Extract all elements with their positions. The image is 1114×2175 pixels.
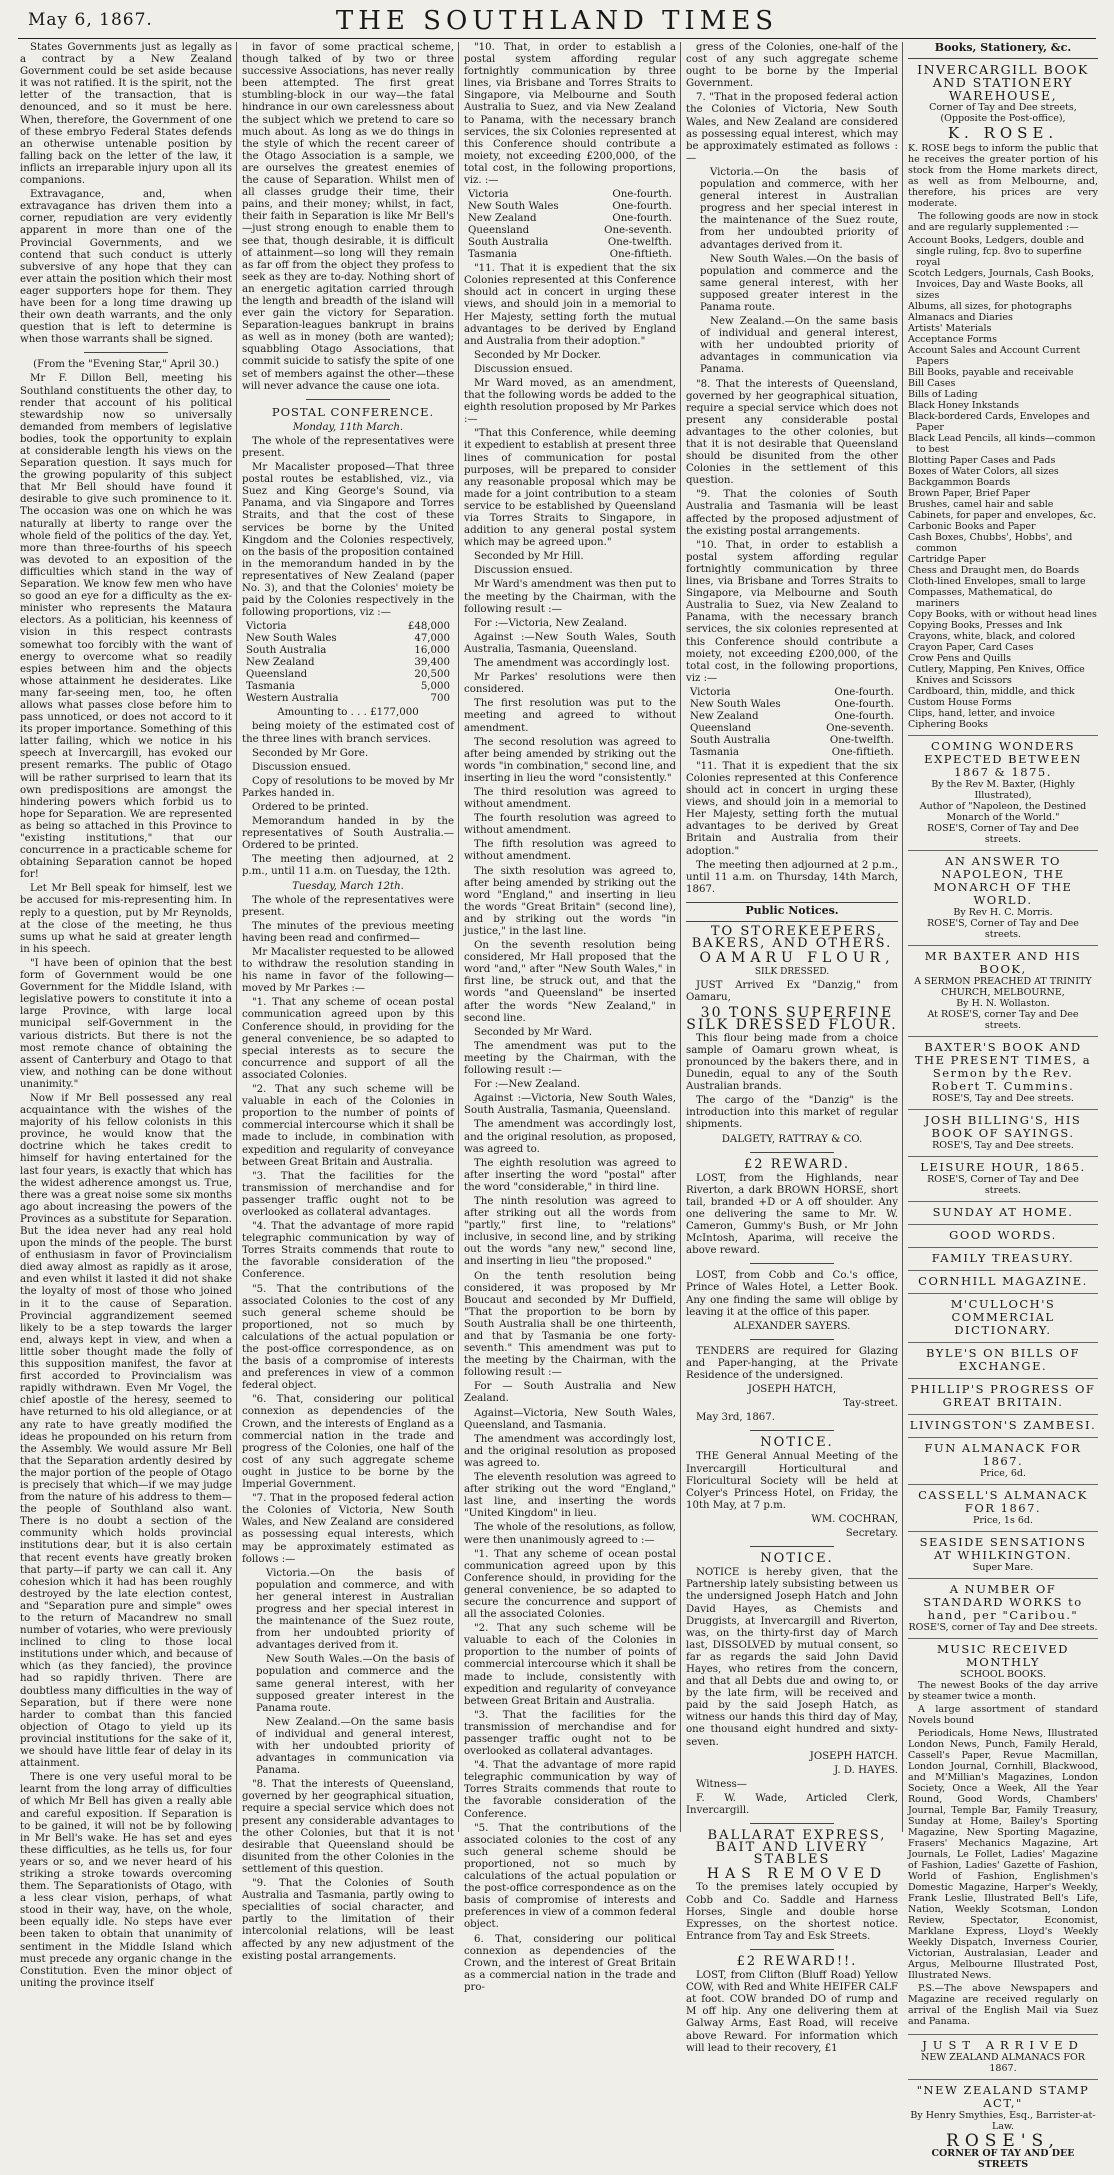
column-divider: [458, 42, 459, 1832]
proportion-table: [686, 687, 898, 759]
paragraph: Seconded by Mr Docker.: [474, 349, 601, 361]
paragraph: Mr F. Dillon Bell, meeting his Southland constituents the other day, to render that account of his political stewardship now so universally demanded from members of legislative bodies, took the opportunity to explain at considerable length his views on the Separation question. It says much for the growing popularity of this subject that Mr Bell should have found it desirable to give such prominence to it. The occasion was one on which he was naturally at liberty to range over the whole field of the politics of the day. Yet, more than three-fourths of his speech was devoted to an exposition of the difficulties which stand in the way of Separation. We know few men who have so good an eye for a difficulty as the ex-minister who represents the Mataura electors. As a politician, his keenness of vision in this respect contrasts somewhat too forcibly with the want of energy to overcome what so readily espies between him and the objects whose attainment he desiderates. Like many far-seeing men, too, he often allows what passes close before him to pass unnoticed, or does not accord to it its proper importance. Something of this latter failing, which we notice in his speech at Invercargill, has evoked our present remarks. The public of Otago will be rather surprised to learn that its own predispositions are amongst the hindering powers which forbid us to hope for Separation. We are represented as being so attached in this Province to "existing institutions," that our concurrence in a practicable scheme for obtaining Separation cannot be hoped for!: [20, 373, 232, 881]
ad-mcculloch: [908, 1294, 1098, 1343]
paragraph: The first resolution was put to the meeting and agreed to without amendment.: [464, 698, 676, 734]
list-item: Compasses, Mathematical, do mariners: [908, 587, 1053, 610]
ad-signature: JOSEPH HATCH,: [747, 1384, 837, 1396]
paragraph: Let Mr Bell speak for himself, lest we be accused for mis-representing him. In reply to a question, put by Mr Reynolds, at the close of the meeting, he thus sums up what he said at greater length in his speech.: [20, 883, 232, 955]
list-item: Cash Boxes, Chubbs', Hobbs', and common: [908, 532, 1073, 555]
paragraph: Discussion ensued.: [474, 363, 573, 375]
list-item: Almanacs and Diaries: [908, 312, 1013, 324]
paragraph: Seconded by Mr Hill.: [474, 551, 584, 563]
list-item: Chess and Draught men, do Boards: [908, 565, 1080, 577]
ad-heading: CASSELL'S ALMANACK FOR 1867.: [918, 1488, 1088, 1516]
ad-subheading: By the Rev M. Baxter, (Highly Illustrated),: [931, 779, 1075, 802]
total-line: Amounting to . . . £177,000: [277, 707, 419, 719]
section-bar: [908, 42, 1098, 59]
masthead-rule: [18, 38, 1096, 39]
ad-signature: DALGETY, RATTRAY & CO.: [721, 1133, 863, 1145]
paragraph: "5. That the contributions of the associated colonies to the cost of any such general scheme should be proportioned, not so much by calculations of the actual population or the post-office correspondence as on the basis of compromise of interests and preferences in view of a common federal object.: [464, 1822, 676, 1931]
ad-heading: FAMILY TREASURY.: [931, 1251, 1075, 1266]
list-item: Artists' Materials: [908, 323, 992, 335]
ad-byles: [908, 1343, 1098, 1379]
ad-josh-billings: [908, 1110, 1098, 1157]
date-subhead: Monday, 11th March.: [292, 421, 404, 433]
ad-address: ROSE'S, Corner of Tay and Dee streets.: [927, 1174, 1079, 1197]
ad-text: The cargo of the "Danzig" is the introduction into this market of regular shipments.: [686, 1095, 898, 1131]
paragraph: Mr Parkes' resolutions were then considered.: [464, 672, 676, 696]
paragraph: Memorandum handed in by the representatives of South Australia.—Ordered to be printed.: [242, 816, 454, 852]
ad-subheading: By Henry Smythies, Esq., Barrister-at-Law.: [910, 2110, 1096, 2133]
paragraph: "2. That any such scheme will be valuable in each of the Colonies in proportion to the number of points of commercial intercourse which it shall be made to include, in combination with expedition and regularity of conveyance between Great Britain and Australia.: [242, 1084, 454, 1168]
paragraph: Against—Victoria, New South Wales, Queensland, and Tasmania.: [464, 1407, 676, 1431]
ad-just-arrived: [908, 2035, 1098, 2080]
ad-text: Periodicals, Home News, Illustrated London News, Punch, Family Herald, Cassell's Paper, Revue Macmillan, London Journal, Cornhill, Blackwood, and M'Millian's Magazines, London Society, Once a Week, All the Year Round, Good Words, Chambers' Journal, Temple Bar, Family Treasury, Sunday at Home, Bailey's Sporting Magazine, New Sporting Magazine, Frasers' Mechanics Magazine, Art Journals, Le Follet, Ladies' Magazine of Fashion, Ladies' Gazette of Fashion, World of Fashion, Englishmen's Domestic Magazine, Harper's Weekly, Frank Leslie, Illustrated Bell's Life, Nation, Weekly Scotsman, London Review, Spectator, Economist, Marklane Express, Lloyd's Weekly Weekly Dispatch, Inverness Courier, Victorian, Australasian, Leader and Argus, Melbourne Illustrated Post, Illustrated News.: [908, 1728, 1098, 1982]
paragraph: "10. That, in order to establish a postal system affording regular fortnightly communication by three lines, via Brisbane and Torres Straits to Singapore, via Melbourne and South Australia to Suez, via New Zealand to Panama, with the necessary branch services, the six colonies represented at this Conference should contribute a moiety, not exceeding £200,000, of the total cost, in the following proportions, viz :—: [686, 539, 898, 684]
ad-witness: F. W. Wade, Articled Clerk, Invercargill.: [686, 1792, 898, 1816]
paragraph: States Governments just as legally as a contract by a New Zealand Government could be set aside because it was not ratified. It is the spirit, not the letter of the transaction, that is denounced, and so it must be here. When, therefore, the Government of one of these embryo Federal States defends an otherwise untenable position by falling back on the letter of the law, it inflicts an irreparable injury upon all its companions.: [20, 42, 232, 187]
paragraph: Ordered to be printed.: [252, 801, 369, 813]
paragraph: On the tenth resolution being considered, it was proposed by Mr Boucaut and seconded by Mr Duffield, "That the proportion to be born by South Australia shall be one thirteenth, and that by Tasmania be one forty-seventh." This amendment was put to the meeting by the Chairman, with the following result :—: [464, 1270, 676, 1379]
divider: [750, 1949, 835, 1950]
contribution-table: [242, 621, 454, 705]
ad-text: The newest Books of the day arrive by steamer twice a month.: [908, 1680, 1098, 1703]
list-item: Backgammon Boards: [908, 477, 1011, 489]
ad-heading: LIVINGSTON'S ZAMBESI.: [909, 1418, 1097, 1433]
ad-address: CORNER OF TAY AND DEE STREETS: [931, 2148, 1075, 2171]
table-row: Tasmania 5,000: [246, 681, 450, 693]
paragraph: Copy of resolutions to be moved by Mr Parkes handed in.: [242, 775, 454, 799]
newspaper-title: THE SOUTHLAND TIMES: [335, 6, 779, 36]
ad-text: K. ROSE begs to inform the public that he receives the greater portion of his stock from the Home markets direct, as well as from Melbourne, and, therefore, his prices are very moderate.: [908, 143, 1098, 210]
paragraph: The amendment was accordingly lost, and the original resolution, as proposed, was agreed to.: [464, 1119, 676, 1155]
paragraph: The sixth resolution was agreed to, after being amended by striking out the word "England," and inserting in lieu the words "Great Britain" (second line), and by striking out the words "in justice," in the last line.: [464, 865, 676, 937]
ad-heading: LEISURE HOUR, 1865.: [920, 1160, 1086, 1175]
paragraph: "8. That the interests of Queensland, governed by her geographical situation, require a special service which does not present any considerable advantages to the other Colonies, but that it is not desirable that Queensland should be disunited from the other Colonies in the settlement of this question.: [242, 1779, 454, 1875]
ad-heading: HAS REMOVED: [706, 1866, 888, 1883]
ad-heading: GOOD WORDS.: [949, 1228, 1057, 1243]
paragraph: in favor of some practical scheme, though talked of by two or three successive Associations, has never really been attempted. The first great stumbling-block in our way—the fatal hindrance in our own carelessness about the subject which we pretend to care so much about. As long as we do things in the style of which the recent career of the Otago Association is a sample, we are ourselves the greatest enemies of the cause of Separation. Whilst men of all classes grudge their time, their pains, and their money; whilst, in fact, their faith in Separation is like Mr Bell's—just strong enough to enable them to see that, though desirable, it is difficult of attainment—so long will they remain as far off from the object they profess to seek as they are to-day. Nothing short of an energetic agitation carried through the length and breadth of the island will ever gain the victory for Separation. Separation-leagues bankrupt in brains as well as in money (both are wanted); squabbling Otago Associations, that commit suicide to satisfy the spite of one set of members against the other—these will never advance the cause one iota.: [242, 42, 454, 392]
ad-cornhill: [908, 1271, 1098, 1294]
ad-text: NOTICE is hereby given, that the Partnership lately subsisting between us the undersigned Joseph Hatch and John David Hayes, as Chemists and Druggists, at Invercargill and Riverton, was, on the thirty-first day of March last, DISSOLVED by mutual consent, so far as regards the said John David Hayes, who retires from the concern, and that all Debts due and owing to, or by the late firm, will be received and paid by the said Joseph Hatch, as witness our hands this third day of May, one thousand eight hundred and sixty-seven.: [686, 1567, 898, 1748]
ad-subheading: A SERMON PREACHED AT TRINITY CHURCH, MELBOURNE,: [914, 976, 1092, 999]
ad-heading: NOTICE.: [760, 1551, 834, 1567]
paragraph: For — South Australia and New Zealand.: [464, 1381, 676, 1405]
paragraph: New Zealand.—On the same basis of individual and general interest, with her undoubted priority of advantages in communication via Panama.: [700, 316, 898, 376]
ad-address: At ROSE'S, corner Tay and Dee streets.: [927, 1009, 1079, 1032]
divider: [750, 1430, 835, 1431]
list-item: Scotch Ledgers, Journals, Cash Books, Invoices, Day and Waste Books, all sizes: [908, 268, 1094, 302]
divider: [750, 1823, 835, 1824]
ad-music: [908, 1639, 1098, 2035]
list-item: Ciphering Books: [908, 719, 988, 731]
paragraph: Against :—New South Wales, South Australia, Tasmania, Queensland.: [464, 631, 676, 655]
list-item: Black Honey Inkstands: [908, 400, 1019, 412]
paragraph: New Zealand.—On the same basis of individual and general interest, with her undoubted priority of advantages in communication via Panama.: [256, 1716, 454, 1777]
table-row: South Australia 16,000: [246, 645, 450, 657]
list-item: Bill Cases: [908, 378, 956, 390]
ad-text: This flour being made from a choice sample of Oamaru grown wheat, is pronounced by the bakers there, and in Dunedin, equal to any of the South Australian brands.: [686, 1032, 898, 1093]
ad-text: THE General Annual Meeting of the Invercargill Horticultural and Floricultural Society will be held at Colyer's Princess Hotel, on Friday, the 10th May, at 7 p.m.: [686, 1451, 898, 1511]
table-row: Queensland One-seventh.: [690, 722, 894, 734]
ad-heading: PHILLIP'S PROGRESS OF GREAT BRITAIN.: [910, 1382, 1096, 1410]
ad-date: May 3rd, 1867.: [696, 1412, 776, 1424]
paragraph: Mr Ward moved, as an amendment, that the following words be added to the eighth resolution proposed by Mr Parkes :—: [464, 377, 676, 426]
ad-heading: ROSE'S,: [946, 2131, 1060, 2152]
paragraph: Now if Mr Bell possessed any real acquaintance with the wishes of the majority of his fellow colonists in this province, he would know that the doctrine which he takes credit to himself for having entertained for the last four years, is exactly that which has the widest adherence amongst us. True, there was a great noise some six months ago about increasing the powers of the Provinces as a substitute for Separation. But the idea never had any real hold upon the minds of the people. The burst of enthusiasm in favor of Provincialism died away almost as rapidly as it arose, and even whilst it lasted it did not shake the loyalty of most of those who joined in it to the cause of Separation. Provincial aggrandizement seemed likely to be a step towards the larger end, always kept in view, and when a little sober thought made the folly of this supposition manifest, the favor at first accorded to Provincialism was rapidly withdrawn. Even Mr Vogel, the chief apostle of the heresy, seemed to have returned to his old allegiance, or at any rate to have greatly modified the ideas he propounded on his return from the Assembly. We would assure Mr Bell that the Separation ardently desired by the major portion of the people of Otago is precisely that which—if we may judge from the nature of his address to them—the people of Southland also want. There is no doubt a section of the community which holds provincial institutions dear, but it is also certain that recent events have greatly broken that party—if party we can call it. Any cohesion which it had has been roughly destroyed by the late election contest, and "Separation pure and simple" owes to the return of Macandrew no small number of votaries, who were previously inclined to cling to those local institutions under which, and because of which (as they fancied), the province had so rapidly thriven. There are doubtless many difficulties in the way of Separation, but if there were none harder to combat than this fancied objection of Otago to yield up its provincial institutions for the sake of it, we should have little fear of delay in its attainment.: [20, 1092, 232, 1770]
table-row: Queensland One-seventh.: [468, 225, 672, 237]
stock-list: [908, 235, 1098, 730]
ad-heading: "NEW ZEALAND STAMP ACT,": [916, 2083, 1090, 2111]
divider: [750, 1546, 835, 1547]
column-1-editorial: [20, 42, 232, 1989]
ad-heading: BAXTER'S BOOK AND THE PRESENT TIMES, a Sermon by the Rev. Robert T. Cummins.: [914, 1040, 1092, 1094]
paragraph: Mr Macalister requested to be allowed to withdraw the resolution standing in his name in favor of the following—moved by Mr Parkes :—: [242, 947, 454, 995]
paragraph: New South Wales.—On the basis of population and commerce and the same general interest, with her supposed greater interest in the Panama route.: [700, 253, 898, 313]
paragraph: "7. That in the proposed federal action the Colonies of Victoria, New South Wales, and New Zealand are considered as possessing equal interests, which may be approximately estimated as follows :—: [242, 1493, 454, 1565]
ad-address: (Opposite the Post-office),: [940, 113, 1066, 125]
list-item: Account Books, Ledgers, double and single ruling, fcp. 8vo to superfine royal: [908, 235, 1085, 269]
table-row: Victoria £48,000: [246, 621, 450, 633]
ad-text: LOST, from Clifton (Bluff Road) Yellow COW, with Red and White HEIFER CALF at foot. COW branded DO of rump and M off hip. Any one delivering them at Galway Arms, East Road, will receive above Reward. For information which will lead to their recovery, £1: [686, 1970, 898, 2054]
ad-heading: £2 REWARD.: [744, 1156, 850, 1172]
ad-price: Price, 1s 6d.: [972, 1515, 1034, 1527]
paragraph: The minutes of the previous meeting having been read and confirmed—: [242, 920, 454, 944]
ad-text: To the premises lately occupied by Cobb and Co. Saddle and Harness Horses, Single and double horse Expresses, on the shortest notice. Entrance from Tay and Esk Streets.: [686, 1882, 898, 1942]
ad-price: Super Mare.: [972, 1562, 1034, 1574]
ad-good-words: [908, 1225, 1098, 1248]
divider: [84, 352, 169, 353]
list-item: Cartridge Paper: [908, 554, 986, 566]
list-item: Black Lead Pencils, all kinds—common to best: [908, 433, 1096, 456]
paragraph: gress of the Colonies, one-half of the cost of any such aggregate scheme ought to be borne by the Imperial Government.: [686, 42, 898, 90]
ad-subheading: NEW ZEALAND ALMANACS FOR 1867.: [921, 2052, 1085, 2075]
ad-heading: INVERCARGILL BOOK AND STATIONERY WAREHOUSE,: [917, 62, 1089, 104]
list-item: Clips, hand, letter, and invoice: [908, 708, 1055, 720]
paragraph: The fourth resolution was agreed to without amendment.: [464, 813, 676, 837]
ad-baxter-book: [908, 946, 1098, 1037]
list-item: Brushes, camel hair and sable: [908, 499, 1054, 511]
ad-heading: BALLARAT EXPRESS, BAIT AND LIVERY STABLES: [707, 1828, 887, 1868]
ad-subheading: SILK DRESSED.: [754, 967, 830, 978]
table-row: Victoria One-fourth.: [690, 686, 894, 698]
paragraph: being moiety of the estimated cost of the three lines with branch services.: [242, 721, 454, 745]
ad-heading: COMING WONDERS EXPECTED BETWEEN 1867 & 1875.: [924, 739, 1082, 780]
ad-warehouse: [908, 59, 1098, 736]
ad-baxters-present-times: [908, 1037, 1098, 1110]
paragraph: "11. That it is expedient that the six Colonies represented at this Conference should act in concert in urging these views, and should join in a memorial to Her Majesty, setting forth the mutual advantages to be derived by Great Britain and Australia from their adoption.": [686, 760, 898, 857]
paragraph: "1. That any scheme of ocean postal communication agreed upon by this Conference should, in providing for the general convenience, be so adapted to special interests as to secure the concurrence and support of all the associated Colonies.: [242, 997, 454, 1081]
ad-heading: MR BAXTER AND HIS BOOK,: [924, 949, 1082, 977]
list-item: Cabinets, for paper and envelopes, &c.: [908, 510, 1097, 522]
ad-heading: CORNHILL MAGAZINE.: [918, 1274, 1088, 1289]
ad-subheading: By Rev H. C. Morris.: [953, 907, 1053, 919]
list-item: Boxes of Water Colors, all sizes: [908, 466, 1059, 478]
table-row: South Australia One-twelfth.: [468, 237, 672, 249]
section-title: Public Notices.: [745, 903, 839, 917]
paragraph: "11. That it is expedient that the six Colonies represented at this Conference should act in concert in urging these views, and should join in a memorial to Her Majesty, setting forth the mutual advantages to be derived by England and Australia from their adoption.": [464, 263, 676, 347]
list-item: Crayon Paper, Card Cases: [908, 642, 1034, 654]
column-3-postal-conference: [464, 42, 676, 1993]
list-item: Copy Books, with or without head lines: [908, 609, 1097, 621]
list-item: Custom House Forms: [908, 697, 1012, 709]
ad-heading: NOTICE.: [760, 1435, 834, 1451]
list-item: Cloth-lined Envelopes, small to large: [908, 576, 1086, 588]
paragraph: The meeting then adjourned, at 2 p.m., until 11 a.m. on Tuesday, the 12th.: [242, 854, 454, 878]
list-item: Copying Books, Presses and Ink: [908, 620, 1063, 632]
ad-address: ROSE'S, corner of Tay and Dee streets.: [908, 1622, 1098, 1634]
list-item: Albums, all sizes, for photographs: [908, 301, 1072, 313]
paragraph: For :—New Zealand.: [474, 1079, 581, 1091]
masthead: [0, 0, 1114, 38]
paragraph: Mr Macalister proposed—That three postal routes be established, viz., via Suez and King George's Sound, via Panama, and via Singapore and Torres Straits, and that the cost of these services be borne by the United Kingdom and the Colonies respectively, on the basis of the proposition contained in the memorandum handed in by the representatives of New Zealand (paper No. 3), and that the Colonies' moiety be paid by the Colonies respectively in the following proportions, viz :—: [242, 462, 454, 619]
list-item: Crayons, white, black, and colored: [908, 631, 1076, 643]
ad-text: LOST, from Cobb and Co.'s office, Prince of Wales Hotel, a Letter Book. Any one finding the same will oblige by leaving it at the office of this paper.: [686, 1270, 898, 1318]
source-line: (From the "Evening Star," April 30.): [33, 359, 219, 371]
ad-address: ROSE'S, Tay and Dee streets.: [932, 1093, 1074, 1105]
paragraph: "I have been of opinion that the best form of Government would be one Government for the Middle Island, with legislative powers to constitute it into a large Province, with large local municipal self-Government in the various districts. But there is not the most remote chance of obtaining the assent of Canterbury and Otago to that view, and nothing can be done without unanimity.": [20, 957, 232, 1090]
table-row: New Zealand One-fourth.: [690, 710, 894, 722]
paragraph: "8. That the interests of Queensland, governed by her geographical situation, require a special service which does not present any considerable postal advantages to the other colonies, but that it is not desirable that Queensland should be disunited from the other Colonies in the settlement of this question.: [686, 378, 898, 487]
table-row: Victoria One-fourth.: [468, 189, 672, 201]
column-divider: [680, 42, 681, 1832]
table-row: Western Australia 700: [246, 693, 450, 705]
paragraph: "10. That, in order to establish a postal system affording regular fortnightly communication by three lines, via Brisbane and Torres Straits to Singapore, via Melbourne and South Australia to Suez, and via New Zealand to Panama, with the necessary branch services, the six Colonies represented at this Conference should contribute a moiety, not exceeding £200,000, of the total cost, in the following proportions, viz. :—: [464, 42, 676, 187]
paragraph: "6. That, considering our political connexion as dependencies of the Crown, and the interests of England as a commercial nation in the trade and progress of the Colonies, one half of the cost of any such aggregate scheme ought in justice to be borne by the Imperial Government.: [242, 1394, 454, 1491]
ad-heading: TO STOREKEEPERS, BAKERS, AND OTHERS.: [691, 924, 893, 952]
ad-signature: JOSEPH HATCH.: [809, 1750, 898, 1762]
paragraph: "9. That the Colonies of South Australia and Tasmania, partly owing to specialities of social character, and partly to the limitation of their intercolonial relations, will be least affected by any new adjustment of the existing postal arrangements.: [242, 1878, 454, 1962]
table-row: Queensland 20,500: [246, 669, 450, 681]
ad-heading: MUSIC RECEIVED MONTHLY: [936, 1642, 1070, 1670]
column-divider: [236, 42, 237, 1832]
paragraph: The ninth resolution was agreed to after striking out all the words from "partly," first line, to "relations" inclusive, in second line, and by striking out the words "any new," second line, and inserting in lieu "the proposed.": [464, 1195, 676, 1268]
ad-heading: A NUMBER OF STANDARD WORKS to hand, per "Caribou.": [923, 1582, 1083, 1623]
paragraph: Discussion ensued.: [474, 565, 573, 577]
ad-heading: M'CULLOCH'S COMMERCIAL DICTIONARY.: [950, 1297, 1056, 1338]
paragraph: The eighth resolution was agreed to after inserting the word "postal" after the word "considerable," in third line.: [464, 1157, 676, 1193]
list-item: Crow Pens and Quills: [908, 653, 1012, 665]
paragraph: For :—Victoria, New Zealand.: [474, 617, 628, 629]
ad-subheading: SCHOOL BOOKS.: [960, 1669, 1046, 1681]
article-heading: POSTAL CONFERENCE.: [271, 404, 435, 419]
ad-witness: Witness—: [696, 1778, 747, 1790]
column-2-postal-conference: [242, 42, 454, 1962]
ad-family-treasury: [908, 1248, 1098, 1271]
divider: [750, 1263, 835, 1264]
ad-address: ROSE'S, Corner of Tay and Dee streets.: [927, 918, 1079, 941]
ad-sunday-at-home: [908, 1202, 1098, 1225]
divider: [306, 399, 391, 400]
table-row: Tasmania One-fiftieth.: [690, 746, 894, 758]
paragraph: The amendment was accordingly lost, and the original resolution as proposed was agreed to.: [464, 1433, 676, 1469]
ad-standard-works: [908, 1579, 1098, 1639]
list-item: Blotting Paper Cases and Pads: [908, 455, 1056, 467]
ad-address: Corner of Tay and Dee streets,: [929, 102, 1077, 114]
column-divider: [902, 42, 903, 1832]
ad-heading: OAMARU FLOUR,: [699, 950, 895, 967]
paragraph: "9. That the colonies of South Australia and Tasmania will be least affected by the proposed adjustment of the existing postal arrangements.: [686, 489, 898, 537]
ad-author: By H. N. Wollaston.: [956, 998, 1050, 1010]
paragraph: Seconded by Mr Ward.: [474, 1026, 593, 1038]
paragraph: "3. That the facilities for the transmission of merchandise and for passenger traffic ought not to be overlooked as collateral advantages.: [242, 1170, 454, 1218]
paragraph: "4. That the advantage of more rapid telegraphic communication by way of Torres Straits commends that route to the favorable consideration of the Conference.: [464, 1760, 676, 1820]
ad-text: JUST Arrived Ex "Danzig," from Oamaru,: [686, 980, 898, 1004]
ad-heading: 30 TONS SUPERFINE SILK DRESSED FLOUR.: [686, 1004, 898, 1033]
paragraph: Discussion ensued.: [252, 761, 351, 773]
paragraph: The third resolution was agreed to without amendment.: [464, 786, 676, 811]
paragraph: The amendment was put to the meeting by the Chairman, with the following result :—: [464, 1040, 676, 1077]
list-item: Brown Paper, Brief Paper: [908, 488, 1030, 500]
paragraph: The whole of the representatives were present.: [242, 894, 454, 918]
ad-address: ROSE'S, Corner of Tay and Dee streets.: [927, 823, 1079, 846]
column-5-book-advertisements: [908, 41, 1098, 2171]
ad-stamp-act: [908, 2080, 1098, 2175]
list-item: Account Sales and Account Current Papers: [908, 345, 1081, 368]
column-4-conference-and-notices: [686, 42, 898, 2054]
paragraph: "That this Conference, while deeming it expedient to establish at present three lines of communication for postal purposes, will be prepared to consider any reasonable proposal which may be made for a joint contribution to a steam service to be established by Queensland via Torres Straits to Singapore, in addition to any general postal system which may be agreed upon.": [464, 428, 676, 549]
divider: [750, 1339, 835, 1340]
ad-signature: ALEXANDER SAYERS.: [733, 1320, 851, 1332]
paragraph: The whole of the resolutions, as follow, were then unanimously agreed to :—: [464, 1522, 676, 1546]
divider: [750, 1152, 835, 1153]
ad-role: Secretary.: [845, 1528, 898, 1540]
table-row: New South Wales One-fourth.: [468, 201, 672, 213]
proportion-table: [464, 189, 676, 261]
ad-price: Price, 6d.: [979, 1468, 1027, 1480]
paragraph: The fifth resolution was agreed to without amendment.: [464, 839, 676, 863]
ad-phillips: [908, 1379, 1098, 1415]
paragraph: On the seventh resolution being considered, Mr Hall proposed that the word "and," after "New South Wales," in first line, be struck out, and that the words "and Queensland" be inserted after the words "New Zealand," in second line.: [464, 940, 676, 1024]
ad-heading: £2 REWARD!!.: [736, 1953, 858, 1969]
ad-text: The following goods are now in stock and are regularly supplemented :—: [908, 211, 1098, 234]
paragraph: Victoria.—On the basis of population and commerce, and with her general interest in Australian progress and her special interest in the maintenance of the Suez route, from her undoubted priority of advantages derived from it.: [256, 1567, 454, 1652]
paragraph: 6. That, considering our political connexion as dependencies of the Crown, and the interest of Great Britain as a commercial nation in the trade and pro-: [464, 1933, 676, 1993]
paragraph: The amendment was accordingly lost.: [474, 658, 670, 670]
ad-heading: JUST ARRIVED: [922, 2038, 1084, 2053]
ad-address: Tay-street.: [843, 1398, 898, 1410]
paragraph: Victoria.—On the basis of population and commerce, with her general interest in Australian progress and her special interest in the maintenance of the Suez route, from her undoubted priority of advantages derived from it.: [700, 166, 898, 251]
ad-fun-almanack: [908, 1438, 1098, 1485]
list-item: Cardboard, thin, middle, and thick: [908, 686, 1075, 698]
ad-signature: WM. COCHRAN,: [811, 1513, 898, 1525]
ad-heading: SEASIDE SENSATIONS AT WHILKINGTON.: [919, 1535, 1087, 1563]
ad-address: ROSE'S, Tay and Dee streets.: [932, 1140, 1074, 1152]
table-row: Tasmania One-fiftieth.: [468, 249, 672, 261]
paragraph: The eleventh resolution was agreed to after striking out the word "England," last line, and inserting the words "United Kingdom" in lieu.: [464, 1472, 676, 1520]
paragraph: There is one very useful moral to be learnt from the long array of difficulties of which Mr Bell has given a really able and careful exposition. If Separation is to be gained, it will not be by following in Mr Bell's wake. He has set and eyes these difficulties, as he tells us, for four years or so, and we never heard of his striking a stroke towards overcoming them. The Separationists of Otago, with a less clear vision, perhaps, of what stood in their way, have, on the whole, been equally idle. No steps have ever been taken to obtain that unanimity of sentiment in the Middle Island which must precede any organic change in the Constitution. Even the minor object of uniting the province itself: [20, 1772, 232, 1989]
ad-heading: AN ANSWER TO NAPOLEON, THE MONARCH OF THE WORLD.: [933, 854, 1073, 908]
paragraph: 7. "That in the proposed federal action the Colonies of Victoria, New South Wales, and New Zealand are considered as possessing equal interest, which may be approximately estimated as follows :—: [686, 92, 898, 164]
date-subhead: Tuesday, March 12th.: [292, 880, 404, 892]
paragraph: "3. That the facilities for the transmission of merchandise and for passenger traffic ought not to be overlooked as collateral advantages.: [464, 1709, 676, 1758]
paragraph: The whole of the representatives were present.: [242, 435, 454, 459]
list-item: Acceptance Forms: [908, 334, 997, 346]
paragraph: The second resolution was agreed to after being amended by striking out the words "in combination," second line, and inserting in lieu the word "consistently.": [464, 736, 676, 784]
ad-heading: SUNDAY AT HOME.: [932, 1205, 1074, 1220]
paragraph: Against :—Victoria, New South Wales, South Australia, Tasmania, Queensland.: [464, 1093, 676, 1117]
ad-seaside: [908, 1532, 1098, 1579]
table-row: South Australia One-twelfth.: [690, 734, 894, 746]
paragraph: The meeting then adjourned at 2 p.m., until 11 a.m. on Thursday, 14th March, 1867.: [686, 859, 898, 895]
ad-cassells: [908, 1485, 1098, 1532]
ad-heading: JOSH BILLING'S, HIS BOOK OF SAYINGS.: [924, 1113, 1082, 1141]
ad-signature: J. D. HAYES.: [834, 1764, 898, 1776]
table-row: New South Wales 47,000: [246, 633, 450, 645]
ad-text: A large assortment of standard Novels bound: [908, 1704, 1098, 1727]
section-bar: [686, 902, 898, 922]
ad-coming-wonders: [908, 736, 1098, 851]
paragraph: "2. That any such scheme will be valuable to each of the Colonies in proportion to the number of points of commercial intercourse which it shall be made to include, consistently with expedition and regularity of conveyance between Great Britain and Australia.: [464, 1623, 676, 1707]
table-row: New South Wales One-fourth.: [690, 698, 894, 710]
paragraph: "1. That any scheme of ocean postal communication agreed upon by this Conference should, in providing for the general convenience, be so adapted to secure the concurrence and support of all the associated Colonies.: [464, 1548, 676, 1621]
paragraph: "5. That the contributions of the associated Colonies to the cost of any such general scheme should be proportioned, not so much by calculations of the actual population or the post-office correspondence, as on the basis of a compromise of interests and preferences in view of a common federal object.: [242, 1283, 454, 1392]
ad-owner: K. ROSE.: [947, 124, 1059, 143]
paragraph: New South Wales.—On the basis of population and commerce and the same general interest, with her supposed greater interest in the Panama route.: [256, 1654, 454, 1714]
list-item: Black-bordered Cards, Envelopes and Paper: [908, 411, 1090, 434]
ad-text: LOST, from the Highlands, near Riverton, a dark BROWN HORSE, short tail, branded +D or A off shoulder. Any one delivering the same to Mr. W. Cameron, Gummy's Bush, or Mr John McIntosh, Aparima, will receive the above reward.: [686, 1172, 898, 1257]
ad-text: P.S.—The above Newspapers and Magazine are received regularly on arrival of the English Mail via Suez and Panama.: [908, 1983, 1098, 2028]
ad-text: TENDERS are required for Glazing and Paper-hanging, at the Private Residence of the undersigned.: [686, 1345, 898, 1381]
ad-livingston: [908, 1415, 1098, 1438]
list-item: Cutlery, Mapping, Pen Knives, Office Knives and Scissors: [908, 664, 1085, 687]
ad-heading: FUN ALMANACK FOR 1867.: [924, 1441, 1082, 1469]
ad-note: Author of "Napoleon, the Destined Monarch of the World.": [919, 801, 1087, 824]
list-item: Carbonic Books and Paper: [908, 521, 1036, 533]
issue-date: May 6, 1867.: [28, 10, 153, 30]
paragraph: Seconded by Mr Gore.: [252, 747, 369, 759]
table-row: New Zealand One-fourth.: [468, 213, 672, 225]
ad-leisure-hour: [908, 1157, 1098, 1202]
paragraph: Extravagance, and, when extravagance has driven them into a corner, repudiation are very evidently apparent in more than one of the Provincial Governments, and we contend that such conduct is utterly subversive of any hope that they can ever attain the position which their most eager supporters hope for them. They have been for a long time drawing up their own death warrants, and the only question that is left to determine is when those warrants shall be signed.: [20, 189, 232, 346]
paragraph: Mr Ward's amendment was then put to the meeting by the Chairman, with the following result :—: [464, 579, 676, 615]
list-item: Bills of Lading: [908, 389, 978, 401]
paragraph: "4. That the advantage of more rapid telegraphic communication by way of Torres Straits commends that route to the favorable consideration of the Conference.: [242, 1221, 454, 1281]
table-row: New Zealand 39,400: [246, 657, 450, 669]
section-title: Books, Stationery, &c.: [934, 41, 1072, 54]
ad-heading: BYLE'S ON BILLS OF EXCHANGE.: [926, 1346, 1080, 1374]
list-item: Bill Books, payable and receivable: [908, 367, 1074, 379]
ad-answer-napoleon: [908, 851, 1098, 946]
